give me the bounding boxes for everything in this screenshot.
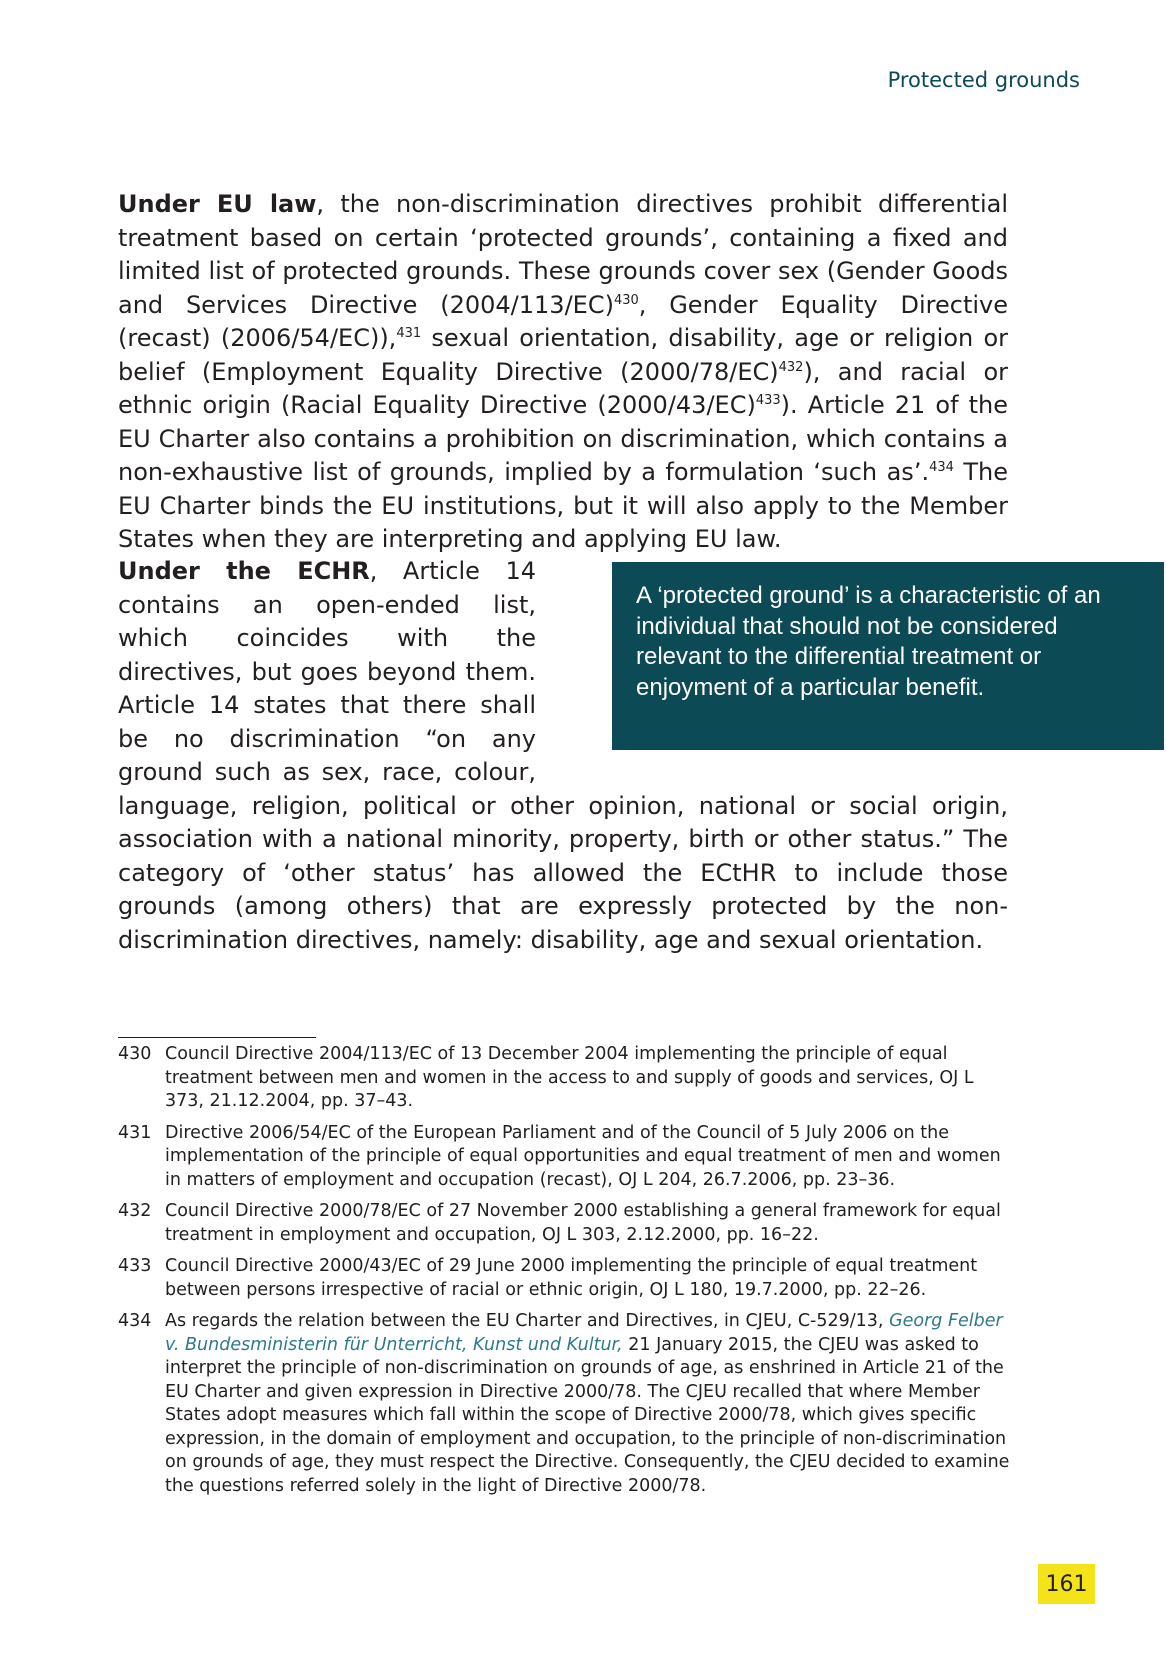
paragraph-text: sexual orientation, disability, age or religion or belief (Employment Equality Directive (2000/78/EC) xyxy=(118,324,1009,386)
footnote-ref[interactable]: 430 xyxy=(613,292,639,308)
footnote-number: 431 xyxy=(118,1122,152,1143)
footnote-divider xyxy=(118,1037,316,1038)
footnote-text: Council Directive 2000/43/EC of 29 June 2000 implementing the principle of equal treatment between persons irrespective of racial or ethnic origin, OJ L 180, 19.7.2000, pp. 22–26. xyxy=(165,1256,978,1300)
footnote-text: Council Directive 2004/113/EC of 13 December 2004 implementing the principle of equal treatment between men and women in the access to and supply of goods and services, OJ L 373, 21.12.2004, pp. 37–43. xyxy=(165,1044,974,1111)
paragraph-text: , Gender Equality Directive (recast) (2006/54/EC)), xyxy=(118,290,1009,352)
paragraph-lead: Under EU law xyxy=(118,190,317,218)
footnote-text-part: 21 January 2015, the CJEU was asked to interpret the principle of non-discrimination on grounds of age, as enshrined in Article 21 of the EU Charter and given expression in Directive 2000/78. The CJEU recalled that where Member States adopt measures which fall within the scope of Directive 2000/78, which gives specific expression, in the domain of employment and occupation, to the principle of non-discrimination on grounds of age, they must respect the Directive. Consequently, the CJEU decided to examine the questions referred solely in the light of Directive 2000/78. xyxy=(165,1334,1010,1496)
footnotes xyxy=(118,1043,1010,1506)
page-number-badge xyxy=(1038,1564,1095,1604)
footnote-434 xyxy=(118,1310,1010,1498)
footnote-ref[interactable]: 433 xyxy=(755,393,781,408)
footnote-number: 433 xyxy=(118,1256,152,1276)
footnote-number: 430 xyxy=(118,1044,152,1064)
footnote-text xyxy=(165,1310,1010,1498)
footnote-432 xyxy=(118,1200,1010,1247)
callout-text: A ‘protected ground’ is a characteristic of an individual that should not be considered relevant to the differential treatment or enjoyment of a particular benefit. xyxy=(636,582,1101,701)
footnote-431 xyxy=(118,1122,1010,1193)
paragraph-text: , the non-discrimination directives prohibit differential treatment based on certain ‘protected grounds’, containing a fixed and limited list of protected grounds. These grounds cover sex (Gender Goods and Services Directive (2004/113/EC) xyxy=(118,190,1008,319)
footnote-text-part: As regards the relation between the EU Charter and Directives, in CJEU, C-529/13, xyxy=(165,1311,890,1331)
paragraph-text: ). Article 21 of the EU Charter also contains a prohibition on discrimination, which contains a non-exhaustive list of grounds, implied by a formulation ‘such as’. xyxy=(118,391,1008,486)
page-number: 161 xyxy=(1045,1571,1088,1597)
footnote-ref[interactable]: 434 xyxy=(929,460,954,475)
footnote-number: 434 xyxy=(118,1311,152,1331)
paragraph-text: ), and racial or ethnic origin (Racial Equality Directive (2000/43/EC) xyxy=(118,357,1008,419)
paragraph-eu-law xyxy=(118,188,1008,557)
footnote-text: Council Directive 2000/78/EC of 27 November 2000 establishing a general framework for equal treatment in employment and occupation, OJ L 303, 2.12.2000, pp. 16–22. xyxy=(165,1201,1001,1245)
paragraph-text: The EU Charter binds the EU institutions, but it will also apply to the Member States when they are interpreting and applying EU law. xyxy=(118,458,1009,553)
case-name-link[interactable]: Georg Felber v. Bundesministerin für Unterricht, Kunst und Kultur, xyxy=(165,1311,1003,1355)
footnote-number: 432 xyxy=(118,1201,152,1221)
paragraph-text: , Article 14 contains an open-ended list, which coincides with the directives, but goes beyond them. Article 14 states that there shall be no discrimination “on any ground such as sex, race, colour, language, religion, political or other opinion, national or social origin, association with a national minority, property, birth or other status.” The category of ‘other status’ has allowed the ECtHR to include those grounds (among others) that are expressly protected by the non-discrimination directives, namely: disability, age and sexual orientation. xyxy=(118,557,1008,954)
footnote-433 xyxy=(118,1255,1010,1302)
footnote-text: Directive 2006/54/EC of the European Parliament and of the Council of 5 July 2006 on the implementation of the principle of equal opportunities and equal treatment of men and women in matters of employment and occupation (recast), OJ L 204, 26.7.2006, pp. 23–36. xyxy=(165,1122,1001,1190)
paragraph-lead: Under the ECHR xyxy=(118,557,370,585)
definition-callout xyxy=(612,562,1164,750)
running-header: Protected grounds xyxy=(887,68,1080,92)
footnote-430 xyxy=(118,1043,1010,1114)
footnote-ref[interactable]: 431 xyxy=(396,326,422,341)
footnote-ref[interactable]: 432 xyxy=(778,359,804,375)
